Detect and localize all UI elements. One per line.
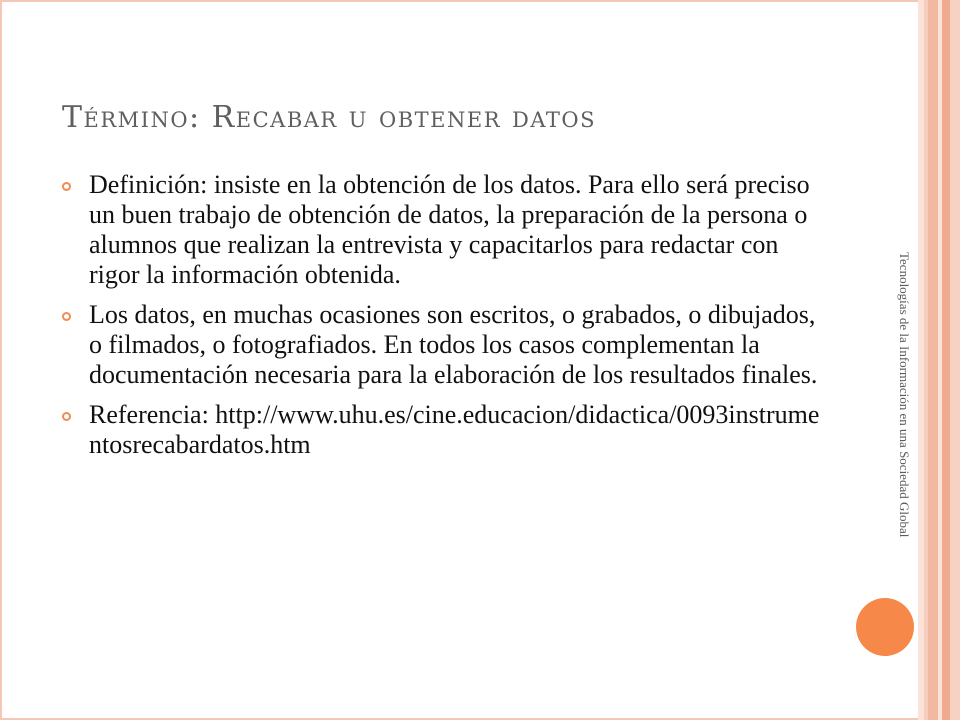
bullet-list [62,170,832,470]
bullet-circle-icon [62,312,71,321]
bullet-reference [62,400,832,460]
bullet-circle-icon [62,182,71,191]
slide-title: Término: Recabar u obtener datos [62,100,597,135]
bullet-text: Definición: insiste en la obtención de los datos. Para ello será preciso un buen trabajo de obtención de datos, la preparación de la persona o alumnos que realizan la entrevista y capacitarlos para redactar con rigor la información obtenida. [89,170,810,289]
decorative-stripe [950,0,960,720]
vertical-footer-caption: Tecnologías de la Información en una Sociedad Global [897,252,912,538]
bullet-definition [62,170,832,290]
decorative-stripe [928,0,938,720]
bullet-data-types [62,300,832,390]
bullet-circle-icon [62,412,71,421]
decorative-stripe [942,0,950,720]
bullet-text: Referencia: http://www.uhu.es/cine.educacion/didactica/0093instrumentosrecabardatos.htm [89,400,820,459]
bullet-text: Los datos, en muchas ocasiones son escritos, o grabados, o dibujados, o filmados, o fotografiados. En todos los casos complementan la documentación necesaria para la elaboración de los resultados finales. [89,300,818,389]
decorative-orange-circle [856,598,914,656]
